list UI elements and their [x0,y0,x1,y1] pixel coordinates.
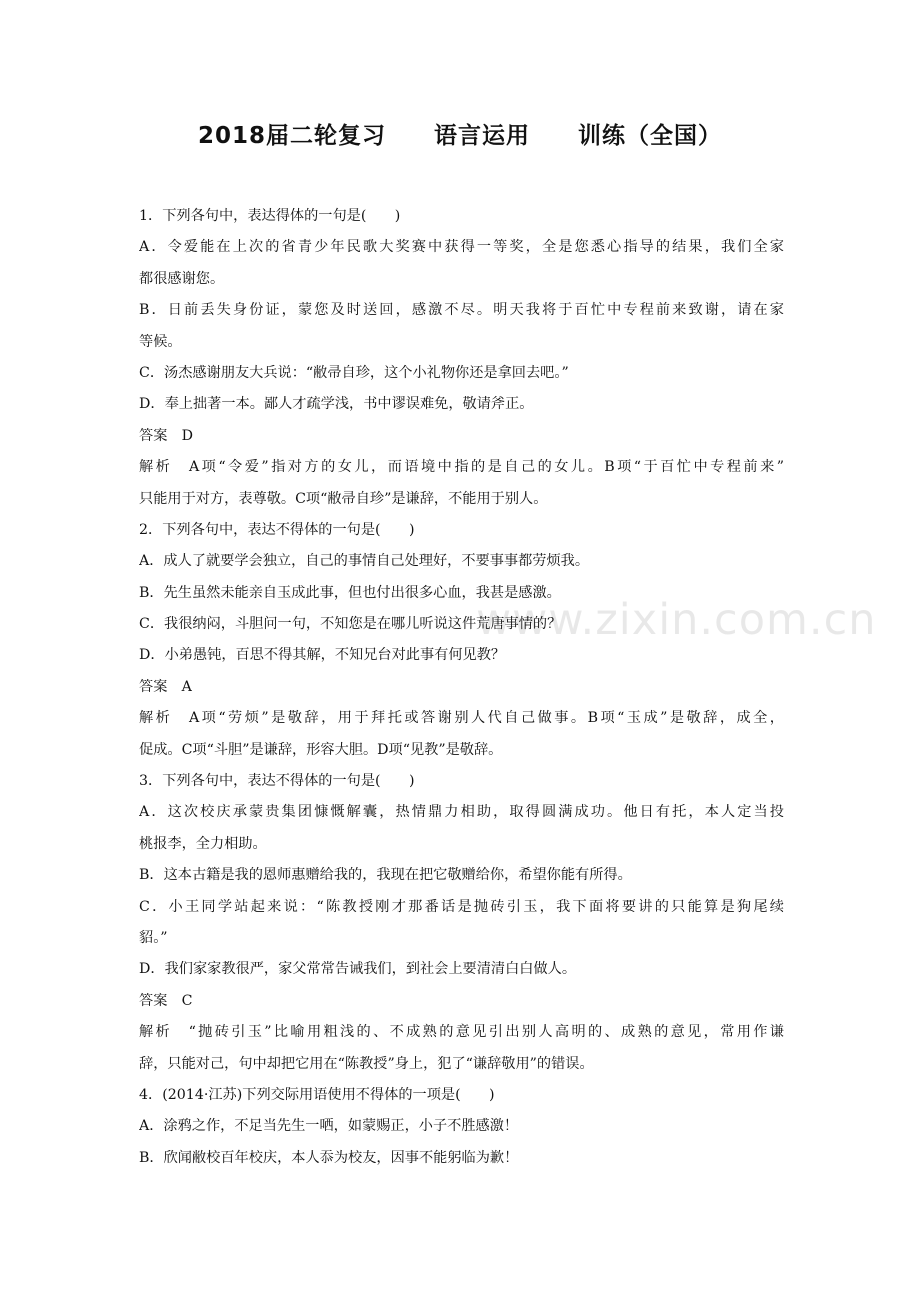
text-line: 1．下列各句中，表达得体的一句是( ) [139,208,401,224]
text-line: 只能用于对方，表尊敬。C项“敝帚自珍”是谦辞，不能用于别人。 [139,490,548,507]
text-line: 辞，只能对己，句中却把它用在“陈教授”身上，犯了“谦辞敬用”的错误。 [139,1055,594,1072]
text-line: D．奉上拙著一本。鄙人才疏学浅，书中谬误难免，敬请斧正。 [139,396,534,413]
text-line: B．日前丢失身份证，蒙您及时送回，感激不尽。明天我将于百忙中专程前来致谢，请在家 [139,302,784,319]
text-line: A．这次校庆承蒙贵集团慷慨解囊，热情鼎力相助，取得圆满成功。他日有托，本人定当投 [139,804,784,821]
text-line: B．先生虽然未能亲自玉成此事，但也付出很多心血，我甚是感激。 [139,584,561,601]
text-line: 等候。 [139,333,182,350]
text-line: D．小弟愚钝，百思不得其解，不知兄台对此事有何见教？ [139,647,506,664]
text-line: 促成。C项“斗胆”是谦辞，形容大胆。D项“见教”是敬辞。 [139,741,503,758]
text-line: 都很感谢您。 [139,270,225,287]
text-line: B．欣闻敝校百年校庆，本人忝为校友，因事不能躬临为歉！ [139,1149,519,1166]
text-line: 4．(2014·江苏)下列交际用语使用不得体的一项是( ) [139,1086,495,1103]
text-line: 解析 A项“劳烦”是敬辞，用于拜托或答谢别人代自己做事。B项“玉成”是敬辞，成全， [139,710,784,727]
text-line: 解析 “抛砖引玉”比喻用粗浅的、不成熟的意见引出别人高明的、成熟的意见，常用作谦 [139,1024,784,1041]
text-line: D．我们家家教很严，家父常常告诫我们，到社会上要清清白白做人。 [139,961,577,978]
document-body [139,201,784,1174]
text-line: A．涂鸦之作，不足当先生一哂，如蒙赐正，小子不胜感激！ [139,1118,519,1135]
text-line: C．我很纳闷，斗胆问一句，不知您是在哪儿听说这件荒唐事情的？ [139,616,562,633]
text-line: 2．下列各句中，表达不得体的一句是( ) [139,521,415,538]
text-line: 桃报李，全力相助。 [139,835,267,852]
text-line: B．这本古籍是我的恩师惠赠给我的，我现在把它敬赠给你，希望你能有所得。 [139,867,632,884]
page-title: 2018届二轮复习 语言运用 训练（全国） [197,123,722,149]
text-line: 解析 A项“令爱”指对方的女儿，而语境中指的是自己的女儿。B项“于百忙中专程前来” [139,459,784,476]
watermark: www.zixin.com.cn [476,595,877,645]
text-line: 貂。” [139,929,168,946]
text-line: 3．下列各句中，表达不得体的一句是( ) [139,773,415,790]
text-line: A．令爱能在上次的省青少年民歌大奖赛中获得一等奖，全是您悉心指导的结果，我们全家 [139,239,784,256]
text-line: 答案 D [139,427,193,444]
text-line: 答案 C [139,992,193,1009]
text-line: A．成人了就要学会独立，自己的事情自己处理好，不要事事都劳烦我。 [139,553,590,570]
text-line: C．汤杰感谢朋友大兵说：“敝帚自珍，这个小礼物你还是拿回去吧。” [139,364,569,381]
text-line: 答案 A [139,678,192,695]
text-line: C．小王同学站起来说：“陈教授刚才那番话是抛砖引玉，我下面将要讲的只能算是狗尾续 [139,898,784,915]
